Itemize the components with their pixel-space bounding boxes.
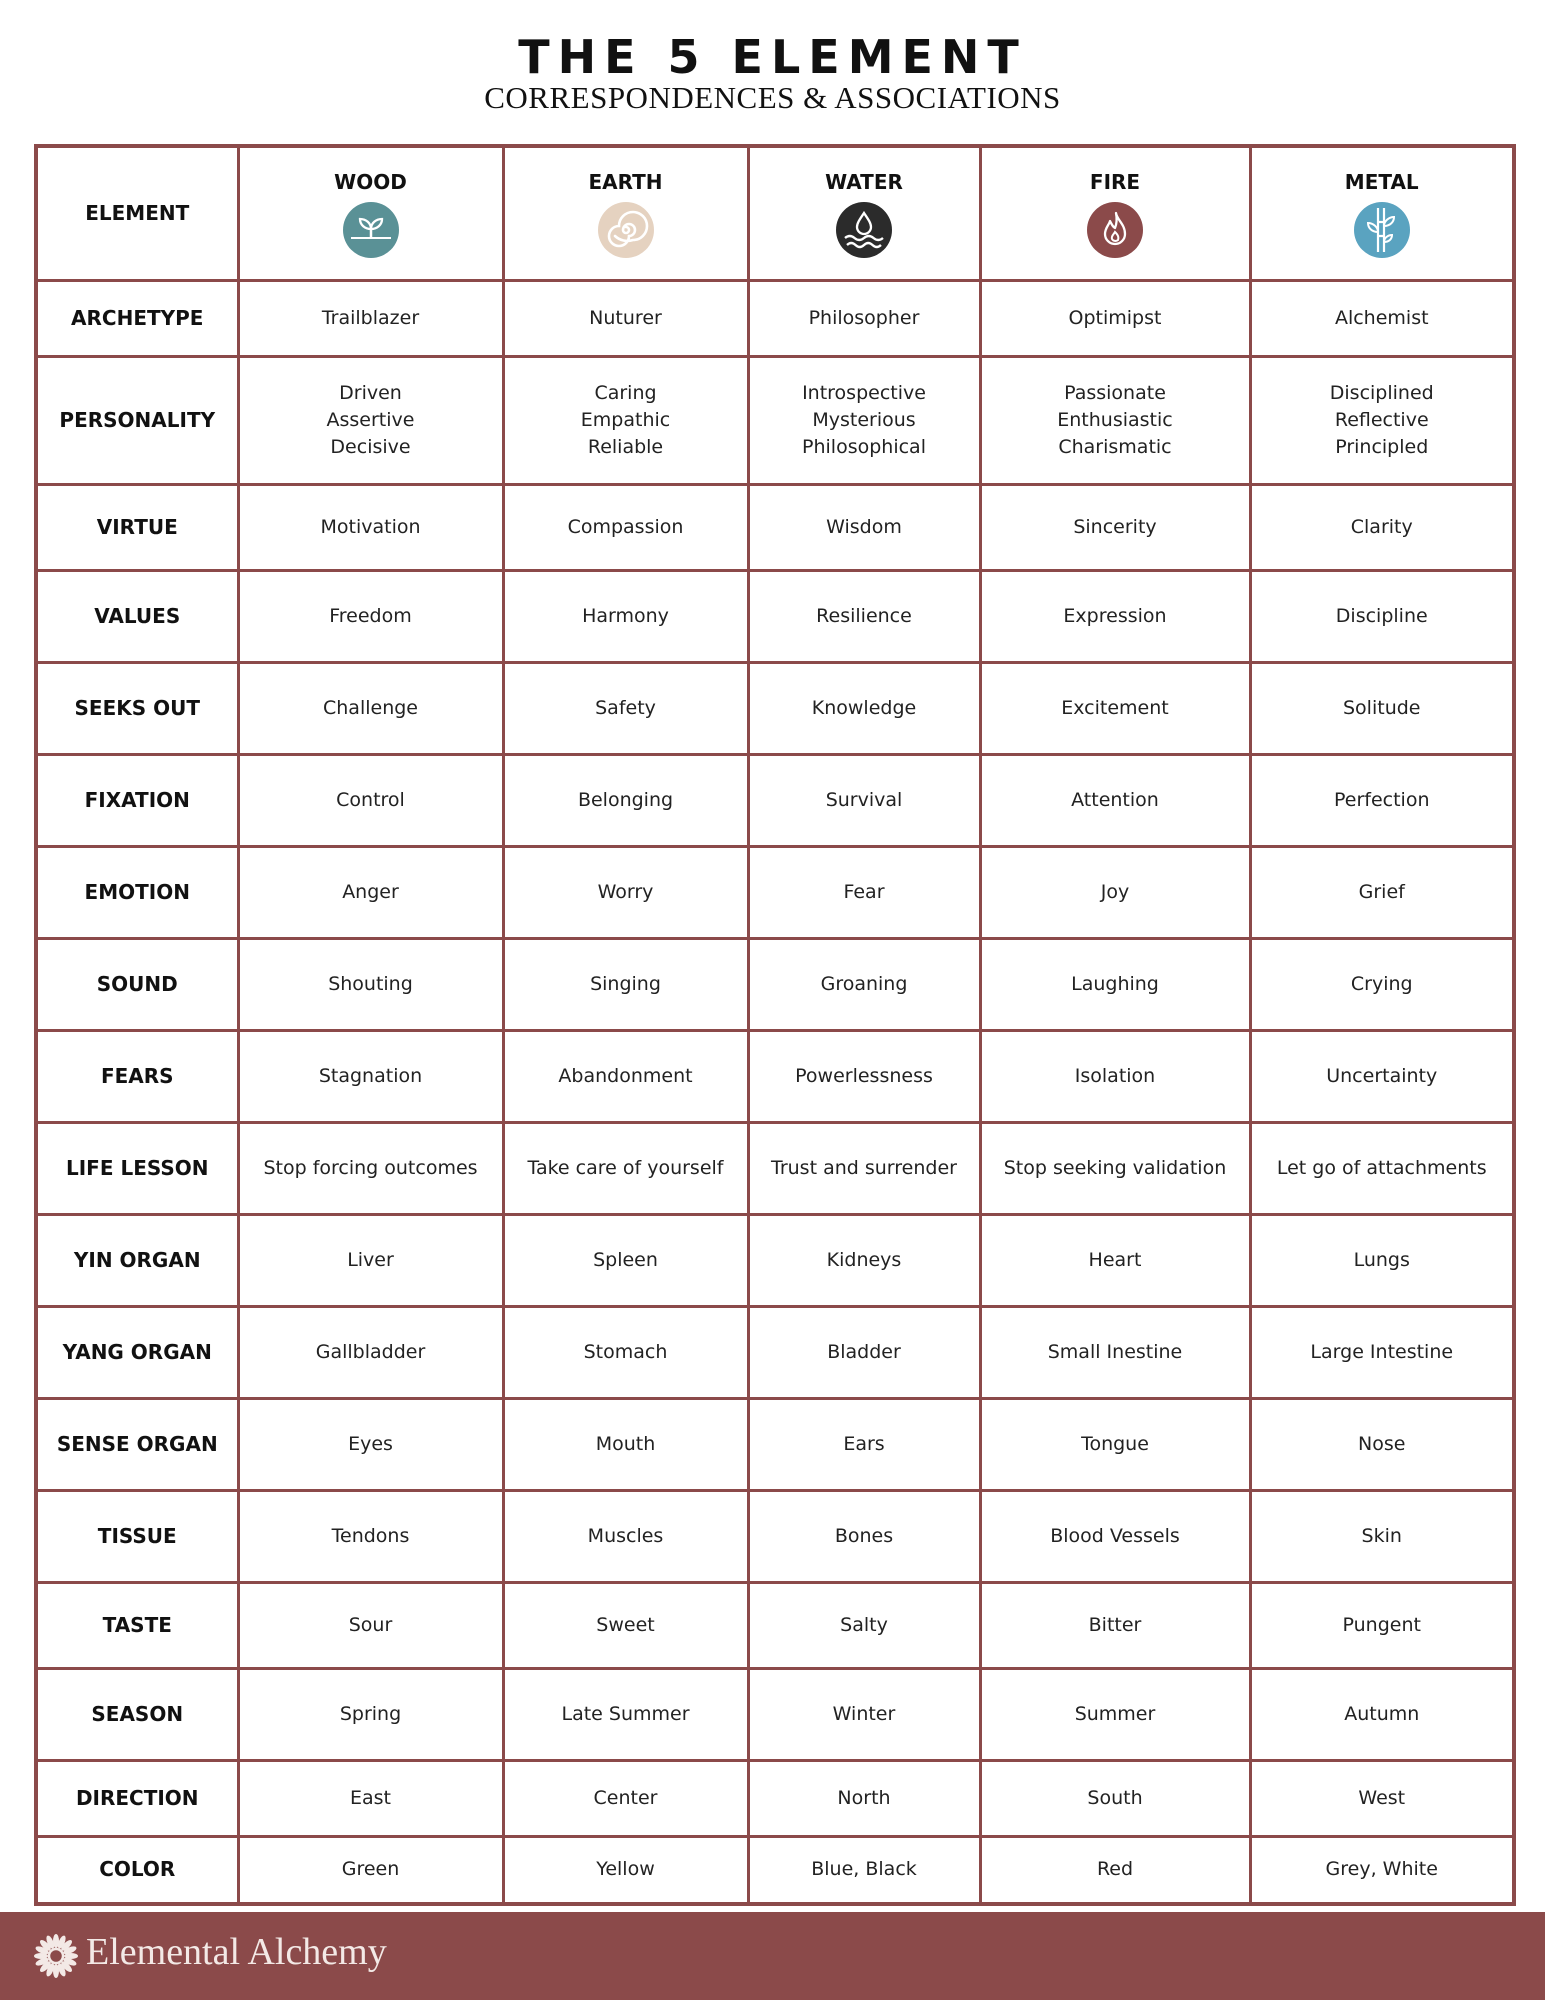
- table-row-yin-organ: [36, 1214, 1514, 1306]
- table-row-values: [36, 570, 1514, 662]
- table-cell: [748, 356, 980, 484]
- cell-line: Empathic: [580, 408, 671, 431]
- table-row-fears: [36, 1030, 1514, 1122]
- table-cell: Tongue: [980, 1398, 1250, 1490]
- cell-line: Introspective: [802, 381, 926, 404]
- table-cell: Groaning: [748, 938, 980, 1030]
- row-label: FIXATION: [36, 754, 238, 846]
- element-header-earth: [503, 146, 748, 280]
- table-cell: Grey, White: [1250, 1836, 1514, 1904]
- row-label-element: ELEMENT: [36, 146, 238, 280]
- table-cell: Worry: [503, 846, 748, 938]
- table-cell: Pungent: [1250, 1582, 1514, 1668]
- row-label: EMOTION: [36, 846, 238, 938]
- table-cell: Kidneys: [748, 1214, 980, 1306]
- table-cell: Sincerity: [980, 484, 1250, 570]
- table-cell: Mouth: [503, 1398, 748, 1490]
- table-row-archetype: [36, 280, 1514, 356]
- element-header-metal: [1250, 146, 1514, 280]
- table-cell: Sweet: [503, 1582, 748, 1668]
- row-label: TASTE: [36, 1582, 238, 1668]
- table-cell: Autumn: [1250, 1668, 1514, 1760]
- table-cell: Motivation: [238, 484, 503, 570]
- table-cell: Yellow: [503, 1836, 748, 1904]
- table-cell: Alchemist: [1250, 280, 1514, 356]
- table-cell: Eyes: [238, 1398, 503, 1490]
- table-cell: Large Intestine: [1250, 1306, 1514, 1398]
- table-cell: Let go of attachments: [1250, 1122, 1514, 1214]
- table-cell: Uncertainty: [1250, 1030, 1514, 1122]
- cell-line: Disciplined: [1329, 381, 1434, 404]
- bamboo-icon: [1354, 202, 1410, 258]
- table-cell: Perfection: [1250, 754, 1514, 846]
- table-cell: Trust and surrender: [748, 1122, 980, 1214]
- row-label: VALUES: [36, 570, 238, 662]
- table-cell: Tendons: [238, 1490, 503, 1582]
- table-cell: Excitement: [980, 662, 1250, 754]
- row-label: PERSONALITY: [36, 356, 238, 484]
- element-header-row: [36, 146, 1514, 280]
- row-label: SEEKS OUT: [36, 662, 238, 754]
- table-row-emotion: [36, 846, 1514, 938]
- table-cell: Expression: [980, 570, 1250, 662]
- cell-line: Reliable: [587, 435, 664, 458]
- table-cell: Survival: [748, 754, 980, 846]
- flame-icon: [1087, 202, 1143, 258]
- table-cell: Take care of yourself: [503, 1122, 748, 1214]
- brand-name: Elemental Alchemy: [86, 1931, 387, 1973]
- footer-bar: [0, 1912, 1545, 2000]
- row-label: TISSUE: [36, 1490, 238, 1582]
- table-cell: Attention: [980, 754, 1250, 846]
- table-cell: Spring: [238, 1668, 503, 1760]
- cell-line: Philosophical: [802, 435, 926, 458]
- table-cell: Powerlessness: [748, 1030, 980, 1122]
- table-cell: Isolation: [980, 1030, 1250, 1122]
- table-cell: Challenge: [238, 662, 503, 754]
- table-cell: Blue, Black: [748, 1836, 980, 1904]
- table-cell: [1250, 356, 1514, 484]
- row-label: SENSE ORGAN: [36, 1398, 238, 1490]
- table-cell: Compassion: [503, 484, 748, 570]
- table-cell: Heart: [980, 1214, 1250, 1306]
- page-subtitle: CORRESPONDENCES & ASSOCIATIONS: [484, 80, 1061, 115]
- page-title: THE 5 ELEMENT: [518, 30, 1027, 84]
- table-cell: Bitter: [980, 1582, 1250, 1668]
- cell-line: Caring: [594, 381, 657, 404]
- row-label: ARCHETYPE: [36, 280, 238, 356]
- row-label: SOUND: [36, 938, 238, 1030]
- table-cell: Harmony: [503, 570, 748, 662]
- table-cell: Wisdom: [748, 484, 980, 570]
- table-cell: Nuturer: [503, 280, 748, 356]
- row-label: DIRECTION: [36, 1760, 238, 1836]
- table-cell: East: [238, 1760, 503, 1836]
- table-cell: South: [980, 1760, 1250, 1836]
- table-cell: Anger: [238, 846, 503, 938]
- cell-line: Principled: [1335, 435, 1429, 458]
- table-cell: West: [1250, 1760, 1514, 1836]
- table-cell: Singing: [503, 938, 748, 1030]
- table-cell: Nose: [1250, 1398, 1514, 1490]
- table-cell: Joy: [980, 846, 1250, 938]
- table-cell: Belonging: [503, 754, 748, 846]
- table-cell: Shouting: [238, 938, 503, 1030]
- table-cell: Center: [503, 1760, 748, 1836]
- table-row-direction: [36, 1760, 1514, 1836]
- table-cell: Liver: [238, 1214, 503, 1306]
- table-cell: Blood Vessels: [980, 1490, 1250, 1582]
- element-header-fire: [980, 146, 1250, 280]
- table-cell: [503, 356, 748, 484]
- table-row-taste: [36, 1582, 1514, 1668]
- cell-line: Enthusiastic: [1057, 408, 1173, 431]
- table-cell: Freedom: [238, 570, 503, 662]
- row-label: SEASON: [36, 1668, 238, 1760]
- element-header-wood: [238, 146, 503, 280]
- table-row-personality: [36, 356, 1514, 484]
- cell-line: Reflective: [1334, 408, 1429, 431]
- element-name: WOOD: [334, 169, 407, 194]
- flower-icon: [32, 1932, 80, 1980]
- table-cell: Late Summer: [503, 1668, 748, 1760]
- table-cell: North: [748, 1760, 980, 1836]
- table-cell: Grief: [1250, 846, 1514, 938]
- table-row-tissue: [36, 1490, 1514, 1582]
- table-cell: Bones: [748, 1490, 980, 1582]
- table-row-fixation: [36, 754, 1514, 846]
- table-cell: Safety: [503, 662, 748, 754]
- table-cell: Summer: [980, 1668, 1250, 1760]
- spiral-icon: [598, 202, 654, 258]
- correspondence-table: [34, 144, 1516, 1906]
- cell-line: Mysterious: [812, 408, 916, 431]
- row-label: YIN ORGAN: [36, 1214, 238, 1306]
- table-cell: Stop forcing outcomes: [238, 1122, 503, 1214]
- table-cell: Philosopher: [748, 280, 980, 356]
- row-label: COLOR: [36, 1836, 238, 1904]
- row-label: VIRTUE: [36, 484, 238, 570]
- table-row-color: [36, 1836, 1514, 1904]
- table-cell: Small Inestine: [980, 1306, 1250, 1398]
- table-cell: Green: [238, 1836, 503, 1904]
- element-name: EARTH: [588, 169, 663, 194]
- table-cell: Clarity: [1250, 484, 1514, 570]
- table-cell: Knowledge: [748, 662, 980, 754]
- table-row-sound: [36, 938, 1514, 1030]
- element-name: METAL: [1344, 169, 1419, 194]
- table-cell: Laughing: [980, 938, 1250, 1030]
- table-cell: Muscles: [503, 1490, 748, 1582]
- row-label: LIFE LESSON: [36, 1122, 238, 1214]
- table-cell: Trailblazer: [238, 280, 503, 356]
- table-cell: Stop seeking validation: [980, 1122, 1250, 1214]
- table-cell: Abandonment: [503, 1030, 748, 1122]
- table-row-season: [36, 1668, 1514, 1760]
- table-cell: [980, 356, 1250, 484]
- table-cell: Red: [980, 1836, 1250, 1904]
- table-cell: Ears: [748, 1398, 980, 1490]
- table-cell: Spleen: [503, 1214, 748, 1306]
- cell-line: Charismatic: [1058, 435, 1172, 458]
- table-cell: Discipline: [1250, 570, 1514, 662]
- table-cell: Fear: [748, 846, 980, 938]
- table-cell: Resilience: [748, 570, 980, 662]
- table-cell: Solitude: [1250, 662, 1514, 754]
- row-label: YANG ORGAN: [36, 1306, 238, 1398]
- table-row-seeks-out: [36, 662, 1514, 754]
- table-cell: Skin: [1250, 1490, 1514, 1582]
- table-row-yang-organ: [36, 1306, 1514, 1398]
- table-row-virtue: [36, 484, 1514, 570]
- table-cell: Crying: [1250, 938, 1514, 1030]
- table-cell: [238, 356, 503, 484]
- element-name: FIRE: [1089, 169, 1141, 194]
- table-cell: Stagnation: [238, 1030, 503, 1122]
- element-name: WATER: [825, 169, 903, 194]
- table-cell: Gallbladder: [238, 1306, 503, 1398]
- table-row-life-lesson: [36, 1122, 1514, 1214]
- cell-line: Passionate: [1064, 381, 1166, 404]
- element-header-water: [748, 146, 980, 280]
- table-cell: Winter: [748, 1668, 980, 1760]
- table-cell: Lungs: [1250, 1214, 1514, 1306]
- table-cell: Optimipst: [980, 280, 1250, 356]
- cell-line: Decisive: [330, 435, 411, 458]
- sprout-icon: [343, 202, 399, 258]
- table-cell: Salty: [748, 1582, 980, 1668]
- cell-line: Assertive: [326, 408, 415, 431]
- table-cell: Bladder: [748, 1306, 980, 1398]
- table-cell: Sour: [238, 1582, 503, 1668]
- table-cell: Stomach: [503, 1306, 748, 1398]
- table-row-sense-organ: [36, 1398, 1514, 1490]
- cell-line: Driven: [339, 381, 402, 404]
- row-label: FEARS: [36, 1030, 238, 1122]
- water-drop-icon: [836, 202, 892, 258]
- table-cell: Control: [238, 754, 503, 846]
